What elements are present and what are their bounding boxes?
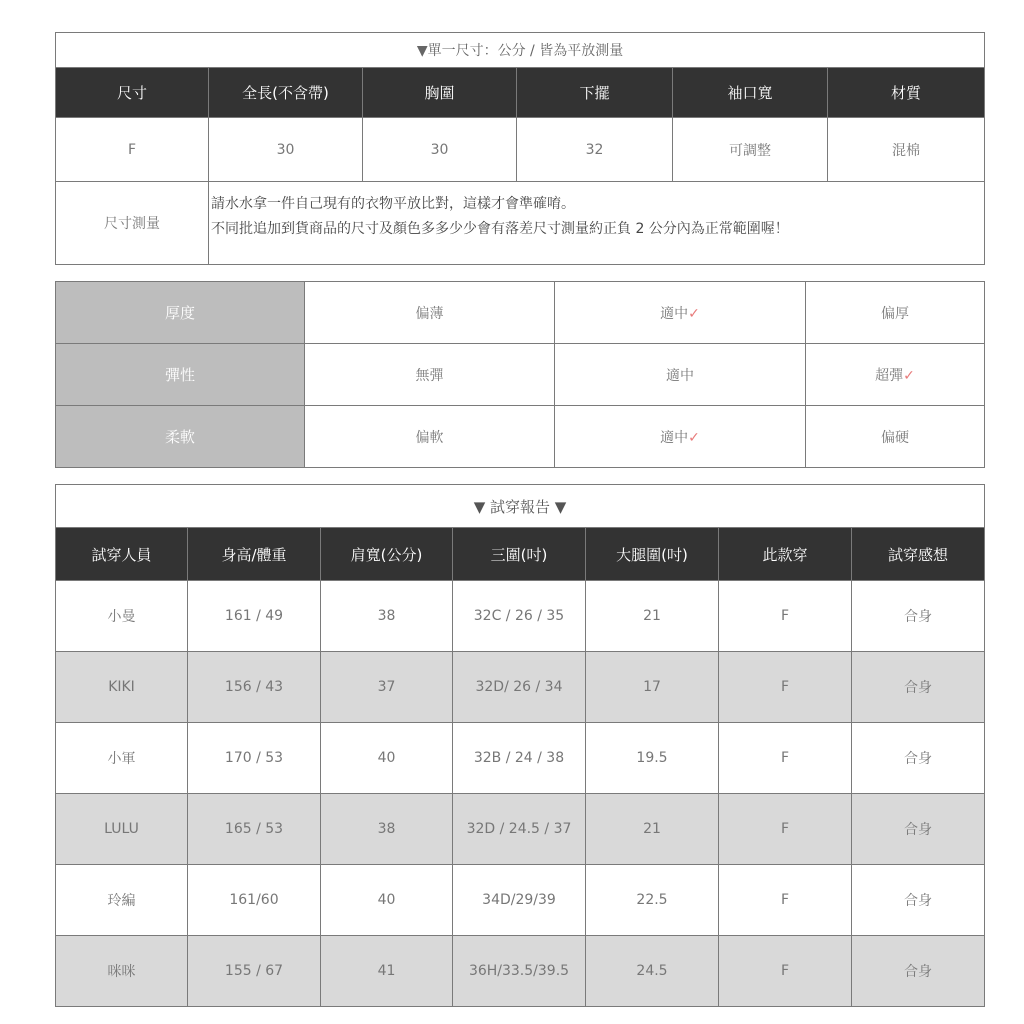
height-weight-cell: 156 / 43	[188, 652, 321, 723]
fabric-option-label: 偏硬	[881, 429, 909, 446]
table-row	[56, 652, 985, 723]
fabric-option-label: 適中	[660, 305, 689, 322]
fabric-option	[806, 344, 985, 406]
size-worn-cell: F	[719, 581, 852, 652]
fabric-option-label: 適中	[666, 367, 694, 384]
fit-feedback-cell: 合身	[852, 936, 985, 1007]
fit-feedback-cell: 合身	[852, 865, 985, 936]
fabric-option-label: 適中	[660, 429, 689, 446]
fabric-option	[555, 344, 806, 406]
fit-report-table	[55, 484, 985, 1007]
measurements-cell: 36H/33.5/39.5	[453, 936, 586, 1007]
header-chest: 胸圍	[363, 68, 517, 118]
header-size: 尺寸	[56, 68, 209, 118]
header-measurements: 三圍(吋)	[453, 528, 586, 581]
table-row	[56, 865, 985, 936]
table-row	[56, 794, 985, 865]
header-size-worn: 此款穿	[719, 528, 852, 581]
fabric-option	[555, 406, 806, 468]
header-feedback: 試穿感想	[852, 528, 985, 581]
height-weight-cell: 155 / 67	[188, 936, 321, 1007]
shoulder-width-cell: 40	[321, 865, 453, 936]
thigh-cell: 17	[586, 652, 719, 723]
size-note-line-2: 不同批追加到貨商品的尺寸及顏色多多少少會有落差尺寸測量約正負 2 公分內為正常範圍喔！	[211, 221, 789, 237]
fabric-option	[305, 344, 555, 406]
value-cuff: 可調整	[673, 118, 828, 182]
fit-feedback-cell: 合身	[852, 581, 985, 652]
size-worn-cell: F	[719, 794, 852, 865]
shoulder-width-cell: 38	[321, 794, 453, 865]
size-note-label: 尺寸測量	[56, 182, 209, 265]
value-chest: 30	[363, 118, 517, 182]
thigh-cell: 22.5	[586, 865, 719, 936]
height-weight-cell: 161/60	[188, 865, 321, 936]
table-row	[56, 723, 985, 794]
height-weight-cell: 165 / 53	[188, 794, 321, 865]
fabric-row	[56, 406, 985, 468]
size-chart-caption: ▼單一尺寸：公分 / 皆為平放測量	[56, 33, 985, 68]
fabric-option	[806, 282, 985, 344]
fabric-row	[56, 344, 985, 406]
size-worn-cell: F	[719, 936, 852, 1007]
size-worn-cell: F	[719, 723, 852, 794]
value-length: 30	[209, 118, 363, 182]
measurements-cell: 32D/ 26 / 34	[453, 652, 586, 723]
fabric-option	[305, 282, 555, 344]
fit-report-caption: ▼ 試穿報告 ▼	[56, 485, 985, 528]
fabric-row-label: 彈性	[56, 344, 305, 406]
measurements-cell: 34D/29/39	[453, 865, 586, 936]
size-note-line-1: 請水水拿一件自己現有的衣物平放比對，這樣才會準確唷。	[211, 196, 575, 212]
value-size: F	[56, 118, 209, 182]
size-chart-header-row	[56, 68, 985, 118]
measurements-cell: 32B / 24 / 38	[453, 723, 586, 794]
tester-name-cell: 小曼	[56, 581, 188, 652]
shoulder-width-cell: 41	[321, 936, 453, 1007]
fit-feedback-cell: 合身	[852, 723, 985, 794]
fit-feedback-cell: 合身	[852, 652, 985, 723]
header-cuff: 袖口寬	[673, 68, 828, 118]
fabric-option	[305, 406, 555, 468]
fabric-option-label: 偏厚	[881, 305, 909, 322]
header-length: 全長(不含帶)	[209, 68, 363, 118]
shoulder-width-cell: 40	[321, 723, 453, 794]
shoulder-width-cell: 37	[321, 652, 453, 723]
size-note-text	[209, 182, 985, 265]
fit-feedback-cell: 合身	[852, 794, 985, 865]
table-row	[56, 581, 985, 652]
tester-name-cell: 玲編	[56, 865, 188, 936]
check-mark-icon: ✓	[688, 429, 700, 446]
measurements-cell: 32C / 26 / 35	[453, 581, 586, 652]
header-shoulder: 肩寬(公分)	[321, 528, 453, 581]
thigh-cell: 21	[586, 581, 719, 652]
size-chart-table	[55, 32, 985, 265]
header-hem: 下擺	[517, 68, 673, 118]
header-tester: 試穿人員	[56, 528, 188, 581]
fabric-option	[555, 282, 806, 344]
check-mark-icon: ✓	[688, 305, 700, 322]
header-height-weight: 身高/體重	[188, 528, 321, 581]
size-chart-value-row	[56, 118, 985, 182]
table-row	[56, 936, 985, 1007]
fabric-option-label: 偏薄	[415, 305, 444, 322]
fabric-row-label: 柔軟	[56, 406, 305, 468]
value-hem: 32	[517, 118, 673, 182]
height-weight-cell: 170 / 53	[188, 723, 321, 794]
fabric-row	[56, 282, 985, 344]
measurements-cell: 32D / 24.5 / 37	[453, 794, 586, 865]
size-worn-cell: F	[719, 652, 852, 723]
check-mark-icon: ✓	[903, 367, 915, 384]
height-weight-cell: 161 / 49	[188, 581, 321, 652]
shoulder-width-cell: 38	[321, 581, 453, 652]
fabric-option-label: 超彈	[875, 367, 904, 384]
thigh-cell: 21	[586, 794, 719, 865]
fabric-option-label: 偏軟	[415, 429, 444, 446]
thigh-cell: 24.5	[586, 936, 719, 1007]
fit-report-header-row	[56, 528, 985, 581]
header-material: 材質	[828, 68, 985, 118]
tester-name-cell: KIKI	[56, 652, 188, 723]
tester-name-cell: LULU	[56, 794, 188, 865]
size-note-row	[56, 182, 985, 265]
tester-name-cell: 咪咪	[56, 936, 188, 1007]
thigh-cell: 19.5	[586, 723, 719, 794]
fabric-option	[806, 406, 985, 468]
value-material: 混棉	[828, 118, 985, 182]
header-thigh: 大腿圍(吋)	[586, 528, 719, 581]
fabric-row-label: 厚度	[56, 282, 305, 344]
size-worn-cell: F	[719, 865, 852, 936]
tester-name-cell: 小軍	[56, 723, 188, 794]
fabric-option-label: 無彈	[415, 367, 444, 384]
fabric-properties-table	[55, 281, 985, 468]
